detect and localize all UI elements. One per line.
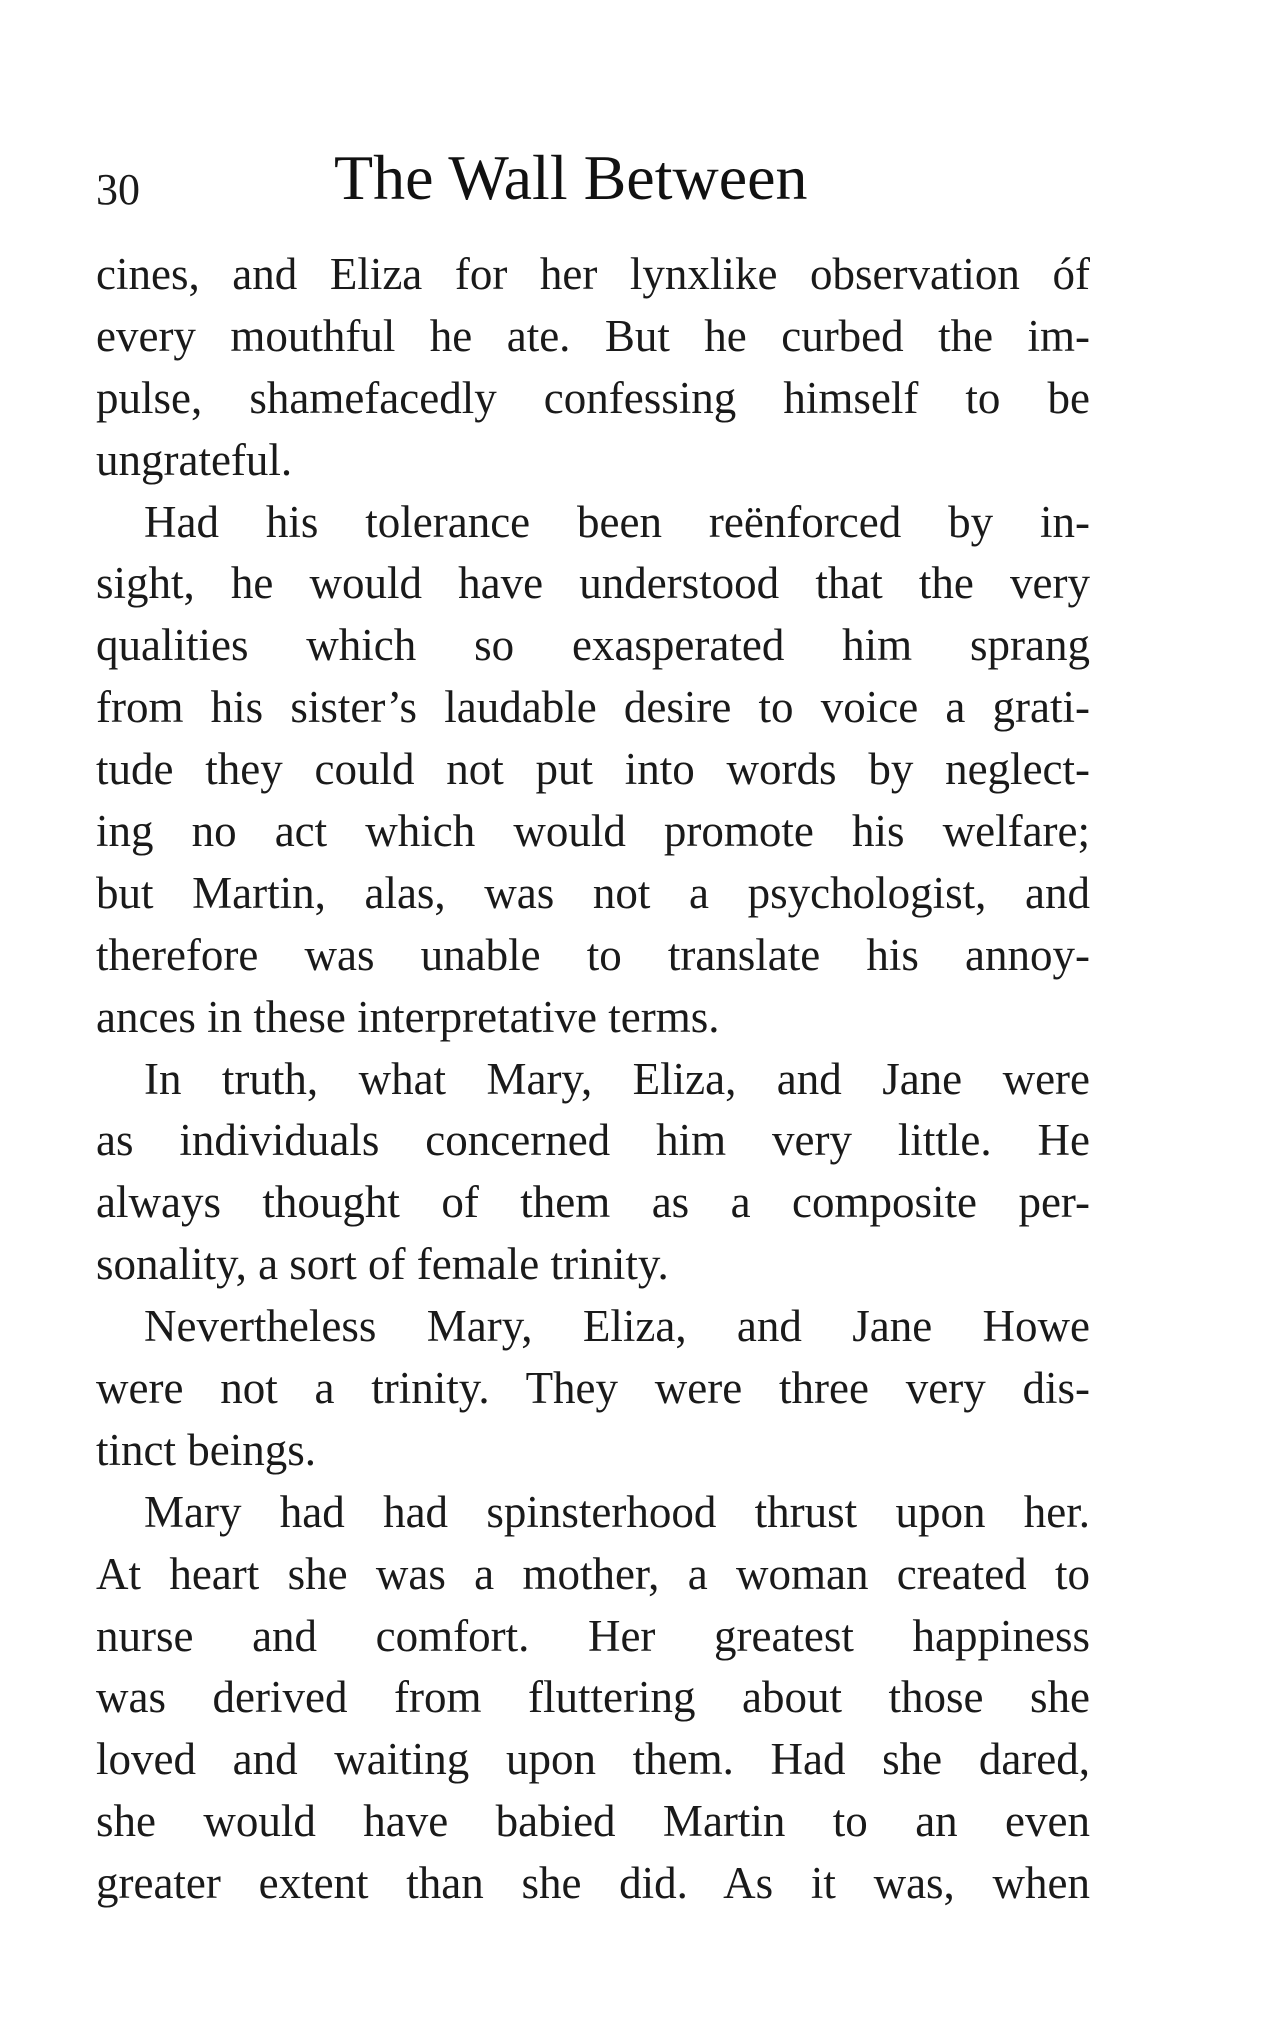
text-line: cines, and Eliza for her lynxlike observation óf: [96, 249, 1090, 299]
text-line: from his sister’s laudable desire to voice a grati-: [96, 682, 1090, 733]
text-line: sight, he would have understood that the very: [96, 558, 1090, 609]
text-line: tude they could not put into words by neglect-: [96, 744, 1090, 795]
text-line: always thought of them as a composite per-: [96, 1177, 1090, 1228]
text-line: therefore was unable to translate his annoy-: [96, 929, 1090, 980]
text-line: Nevertheless Mary, Eliza, and Jane Howe: [144, 1301, 1090, 1352]
text-line: was derived from fluttering about those she: [96, 1672, 1090, 1723]
body-text: [96, 244, 1090, 1915]
text-line: every mouthful he ate. But he curbed the im-: [96, 310, 1090, 361]
text-line: but Martin, alas, was not a psychologist, and: [96, 867, 1090, 918]
text-line: ing no act which would promote his welfare;: [96, 806, 1090, 857]
text-line: ungrateful.: [96, 434, 293, 485]
text-line: sonality, a sort of female trinity.: [96, 1239, 669, 1290]
text-line: were not a trinity. They were three very dis-: [96, 1363, 1090, 1414]
text-line: as individuals concerned him very little. He: [96, 1115, 1090, 1166]
text-line: In truth, what Mary, Eliza, and Jane were: [144, 1053, 1090, 1104]
page-header: [96, 142, 1096, 222]
text-line: Mary had had spinsterhood thrust upon her.: [144, 1486, 1090, 1537]
page-number: 30: [96, 165, 140, 214]
text-line: loved and waiting upon them. Had she dared,: [96, 1734, 1090, 1785]
text-line: pulse, shamefacedly confessing himself to be: [96, 372, 1090, 423]
text-line: qualities which so exasperated him sprang: [96, 620, 1090, 671]
text-line: ances in these interpretative terms.: [96, 991, 720, 1042]
text-line: nurse and comfort. Her greatest happiness: [96, 1610, 1090, 1661]
text-line: Had his tolerance been reënforced by in-: [144, 496, 1090, 547]
text-line: At heart she was a mother, a woman created to: [96, 1548, 1090, 1599]
text-line: tinct beings.: [96, 1424, 316, 1475]
text-line: greater extent than she did. As it was, when: [96, 1858, 1090, 1909]
running-title: The Wall Between: [334, 142, 808, 213]
text-line: she would have babied Martin to an even: [96, 1796, 1090, 1847]
